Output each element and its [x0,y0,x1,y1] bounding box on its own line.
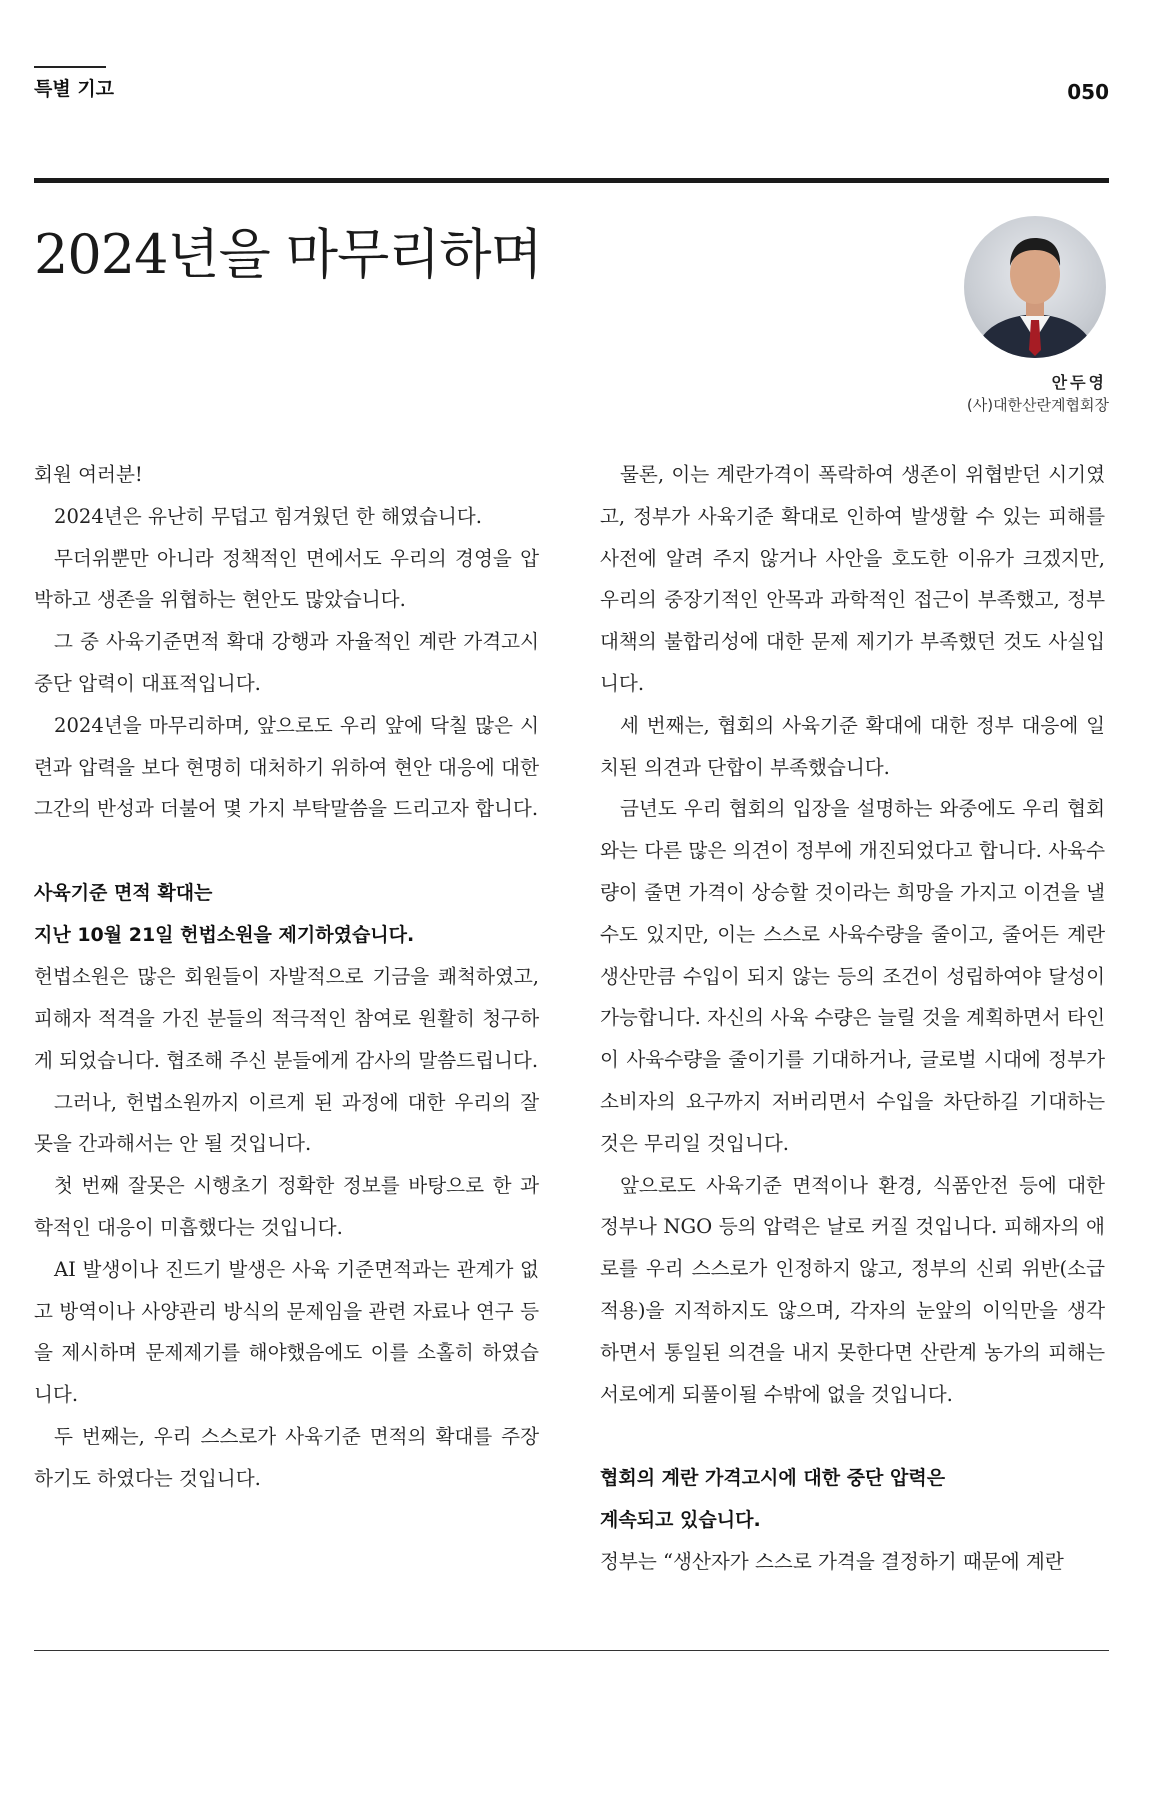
paragraph: 두 번째는, 우리 스스로가 사육기준 면적의 확대를 주장하기도 하였다는 것입니다. [34,1424,539,1490]
author-portrait-icon [964,216,1106,358]
author-role: (사)대한산란계협회장 [966,396,1109,414]
paragraph: 무더위뿐만 아니라 정책적인 면에서도 우리의 경영을 압박하고 생존을 위협하는 현안도 많았습니다. [34,546,539,612]
header-divider [34,178,1109,183]
page-number: 050 [1067,80,1109,104]
left-column [34,454,539,1500]
section-label: 특별 기고 [34,78,115,100]
paragraph: 회원 여러분! [34,463,143,486]
paragraph: 정부는 “생산자가 스스로 가격을 결정하기 때문에 계란 [600,1550,1064,1574]
paragraph: AI 발생이나 진드기 발생은 사육 기준면적과는 관계가 없고 방역이나 사양관리 방식의 문제임을 관련 자료나 연구 등을 제시하며 문제제기를 해야했음에도 이를 소홀히 하였습니다. [34,1257,539,1407]
right-column [600,454,1105,1583]
paragraph: 금년도 우리 협회의 입장을 설명하는 와중에도 우리 협회와는 다른 많은 의견이 정부에 개진되었다고 합니다. 사육수량이 줄면 가격이 상승할 것이라는 희망을 가지고 이견을 낼 수도 있지만, 이는 스스로 사육수량을 줄이고, 줄어든 계란 생산만큼 수입이 되지 않는 등의 조건이 성립하여야 달성이 가능합니다. 자신의 사육 수량은 늘릴 것을 계획하면서 타인이 사육수량을 줄이기를 기대하거나, 글로벌 시대에 정부가 소비자의 요구까지 저버리면서 수입을 차단하길 기대하는 것은 무리일 것입니다. [600,797,1105,1155]
article-title: 2024년을 마무리하며 [34,223,542,286]
paragraph: 헌법소원은 많은 회원들이 자발적으로 기금을 쾌척하였고, 피해자 적격을 가진 분들의 적극적인 참여로 원활히 청구하게 되었습니다. 협조해 주신 분들에게 감사의 말씀드립니다. [34,965,539,1072]
top-short-rule [34,66,106,68]
author-name: 안두영 [1051,373,1107,392]
footer-divider [34,1650,1109,1651]
paragraph: 첫 번째 잘못은 시행초기 정확한 정보를 바탕으로 한 과학적인 대응이 미흡했다는 것입니다. [34,1174,539,1239]
subheading: 협회의 계란 가격고시에 대한 중단 압력은 [600,1467,946,1490]
paragraph: 물론, 이는 계란가격이 폭락하여 생존이 위협받던 시기였고, 정부가 사육기준 확대로 인하여 발생할 수 있는 피해를 사전에 알려 주지 않거나 사안을 호도한 이유가 크겠지만, 우리의 중장기적인 안목과 과학적인 접근이 부족했고, 정부대책의 불합리성에 대한 문제 제기가 부족했던 것도 사실입니다. [600,463,1105,695]
subheading: 계속되고 있습니다. [600,1509,761,1532]
subheading: 지난 10월 21일 헌법소원을 제기하였습니다. [34,924,415,947]
author-photo [964,216,1106,358]
paragraph: 2024년은 유난히 무덥고 힘겨웠던 한 해였습니다. [54,504,482,528]
paragraph: 세 번째는, 협회의 사육기준 확대에 대한 정부 대응에 일치된 의견과 단합이 부족했습니다. [600,713,1105,779]
subheading: 사육기준 면적 확대는 [34,882,213,905]
paragraph: 앞으로도 사육기준 면적이나 환경, 식품안전 등에 대한 정부나 NGO 등의 압력은 날로 커질 것입니다. 피해자의 애로를 우리 스스로가 인정하지 않고, 정부의 신뢰 위반(소급적용)을 지적하지도 않으며, 각자의 눈앞의 이익만을 생각하면서 통일된 의견을 내지 못한다면 산란계 농가의 피해는 서로에게 되풀이될 수밖에 없을 것입니다. [600,1173,1105,1406]
paragraph: 그 중 사육기준면적 확대 강행과 자율적인 계란 가격고시 중단 압력이 대표적입니다. [34,630,539,695]
paragraph: 2024년을 마무리하며, 앞으로도 우리 앞에 닥칠 많은 시련과 압력을 보다 현명히 대처하기 위하여 현안 대응에 대한 그간의 반성과 더불어 몇 가지 부탁말씀을 드리고자 합니다. [34,713,539,821]
paragraph: 그러나, 헌법소원까지 이르게 된 과정에 대한 우리의 잘못을 간과해서는 안 될 것입니다. [34,1090,539,1156]
